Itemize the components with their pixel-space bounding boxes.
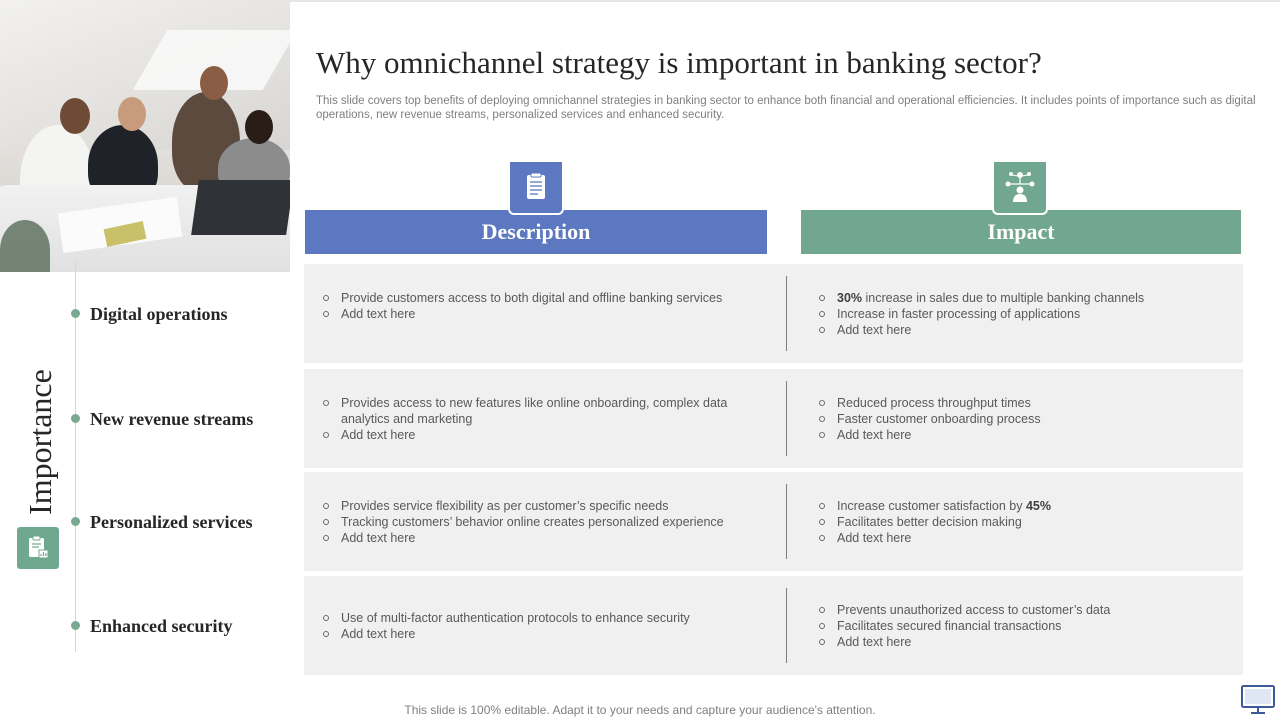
list-item: Facilitates secured financial transactions: [818, 618, 1228, 634]
description-header: Description: [305, 210, 767, 254]
list-item: Faster customer onboarding process: [818, 411, 1228, 427]
impact-cell: [818, 395, 1228, 443]
description-cell: [322, 498, 762, 546]
monitor-icon[interactable]: [1240, 684, 1276, 716]
impact-cell: [818, 498, 1228, 546]
page-subtitle: This slide covers top benefits of deploying omnichannel strategies in banking sector to enhance both financial and operational efficiencies. It includes points of importance such as digital operations, new revenue streams, personalized services and enhanced security.: [316, 95, 1256, 121]
importance-vertical-title: Importance: [22, 369, 58, 515]
importance-enhanced-security: Enhanced security: [90, 616, 233, 636]
timeline-dot: [71, 414, 80, 423]
timeline-dot: [71, 621, 80, 630]
footer-note: This slide is 100% editable. Adapt it to your needs and capture your audience's attention.: [404, 703, 876, 717]
list-item: Add text here: [322, 427, 762, 443]
clipboard-icon: [508, 160, 564, 215]
clipboard-chart-icon: [17, 527, 59, 569]
table-row: [304, 264, 1243, 363]
column-divider: [786, 381, 787, 456]
list-item: Add text here: [322, 306, 762, 322]
list-item: Facilitates better decision making: [818, 514, 1228, 530]
list-item: Add text here: [322, 530, 762, 546]
page-title: Why omnichannel strategy is important in banking sector?: [316, 45, 1042, 80]
table-row: [304, 576, 1243, 675]
list-item: Add text here: [818, 427, 1228, 443]
timeline-dot: [71, 517, 80, 526]
list-item: Reduced process throughput times: [818, 395, 1228, 411]
column-divider: [786, 276, 787, 351]
network-person-icon: [992, 160, 1048, 215]
description-cell: [322, 290, 762, 322]
list-item: Provide customers access to both digital and offline banking services: [322, 290, 762, 306]
highlight-value: 45%: [1025, 499, 1052, 513]
column-divider: [786, 484, 787, 559]
timeline-dot: [71, 309, 80, 318]
table-row: [304, 472, 1243, 571]
list-item: Add text here: [818, 530, 1228, 546]
importance-personalized-services: Personalized services: [90, 512, 253, 532]
column-divider: [786, 588, 787, 663]
list-item: Provides service flexibility as per customer’s specific needs: [322, 498, 762, 514]
list-item-text: Increase customer satisfaction by: [837, 499, 1026, 513]
highlight-value: 30%: [837, 291, 863, 305]
importance-digital-operations: Digital operations: [90, 304, 228, 324]
impact-cell: [818, 290, 1228, 338]
description-cell: [322, 610, 762, 642]
list-item: Add text here: [818, 322, 1228, 338]
impact-header: Impact: [801, 210, 1241, 254]
list-item: Tracking customers’ behavior online creates personalized experience: [322, 514, 762, 530]
importance-timeline: [75, 262, 76, 652]
importance-new-revenue-streams: New revenue streams: [90, 409, 254, 429]
impact-cell: [818, 602, 1228, 650]
list-item: [818, 498, 1228, 514]
top-rule: [290, 0, 1280, 2]
list-item: Provides access to new features like online onboarding, complex data analytics and marketing: [322, 395, 762, 427]
list-item: Prevents unauthorized access to customer’s data: [818, 602, 1228, 618]
list-item: Increase in faster processing of applications: [818, 306, 1228, 322]
description-cell: [322, 395, 762, 443]
team-meeting-photo: [0, 0, 290, 272]
table-row: [304, 369, 1243, 468]
list-item: Use of multi-factor authentication protocols to enhance security: [322, 610, 762, 626]
list-item-text: increase in sales due to multiple banking channels: [862, 291, 1145, 305]
list-item: Add text here: [322, 626, 762, 642]
list-item: [818, 290, 1228, 306]
list-item: Add text here: [818, 634, 1228, 650]
